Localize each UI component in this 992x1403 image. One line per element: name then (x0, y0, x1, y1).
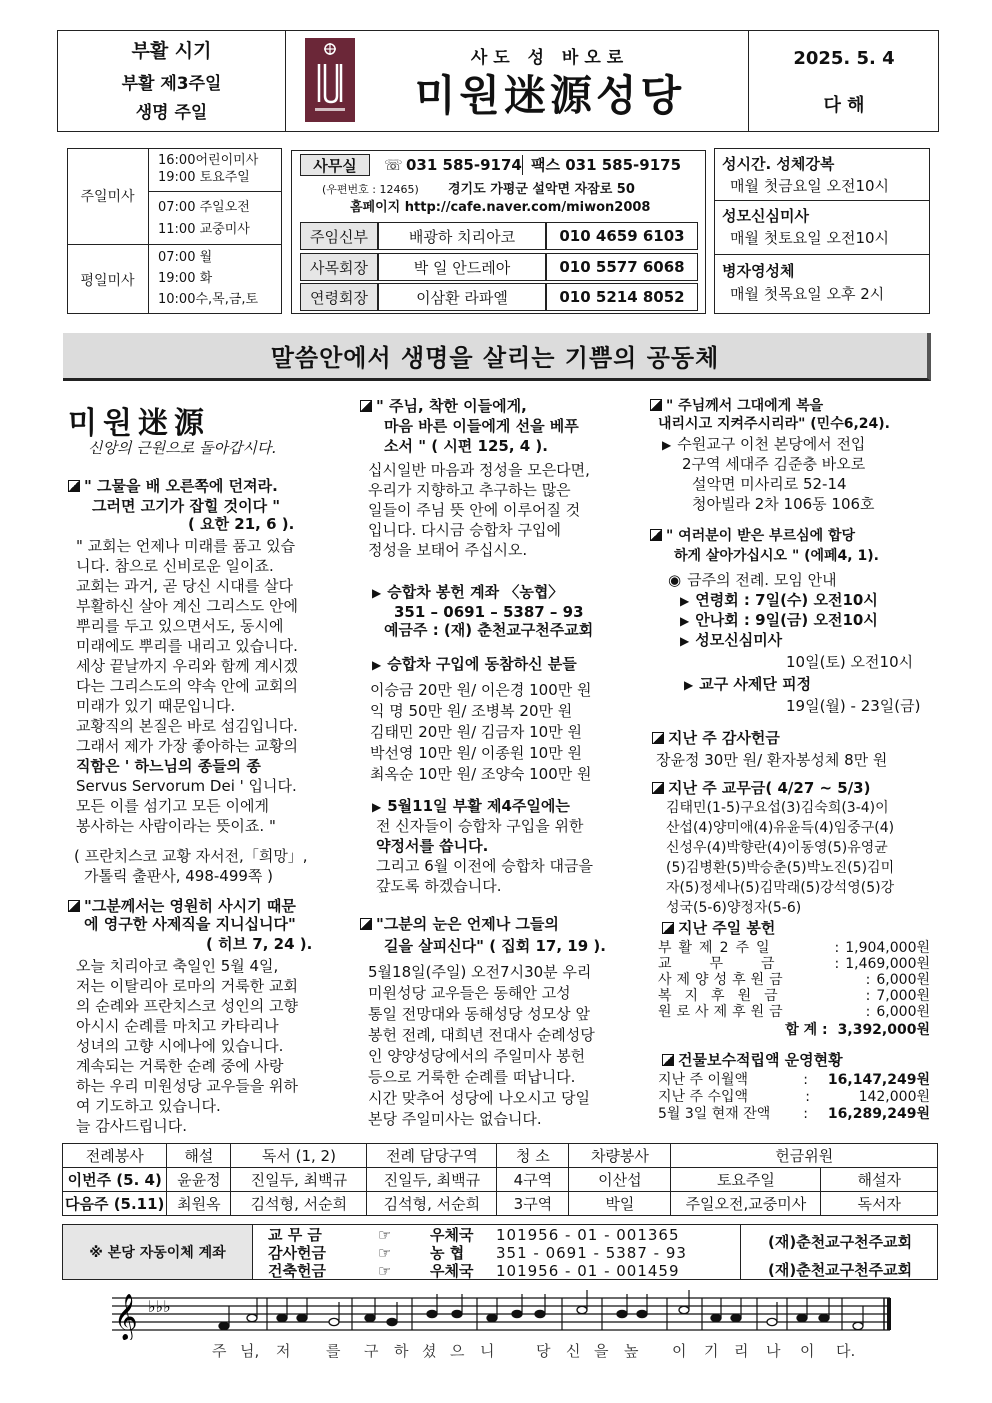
lyric-syllable: 를 (326, 1342, 341, 1360)
monthly-detail: 매월 첫토요일 오전10시 (730, 229, 890, 247)
note-head (387, 1318, 397, 1325)
offering-label: 사제양성후원금 (658, 972, 788, 988)
lyric-syllable: 저 (276, 1342, 291, 1360)
text-line: 등으로 거룩한 순례를 떠납니다. (368, 1068, 576, 1086)
offering-table (658, 940, 930, 1040)
weekday-mass-label: 평일미사 (80, 272, 135, 289)
text-line: 성녀의 고향 시에나에 있습니다. (76, 1037, 284, 1055)
note-head (577, 1306, 587, 1313)
text-line: 인 양양성당에서의 주일미사 봉헌 (368, 1047, 586, 1065)
table-cell: 김석형, 서순희 (231, 1192, 367, 1216)
text-line: 저는 이탈리아 로마의 거룩한 교회 (76, 977, 298, 995)
notice-item-date: 19일(월) - 23일(금) (786, 697, 921, 715)
weekday-mass-time: 10:00수,목,금,토 (158, 292, 259, 307)
source-citation: 가톨릭 출판사, 498-499쪽 ) (84, 867, 274, 885)
table-cell: 윤윤정 (167, 1168, 231, 1192)
section-title-line: 길을 살피신다" ( 집회 17, 19 ). (384, 937, 606, 955)
table-cell: 진일두, 최백규 (367, 1168, 497, 1192)
section-title-line: 소서 " ( 시편 125, 4 ). (384, 437, 548, 455)
transfer-account: 101956 - 01 - 001365 (496, 1226, 680, 1244)
text-line: 미래가 있기 때문입니다. (76, 697, 236, 715)
text-line: 여 기도하고 있습니다. (76, 1097, 221, 1115)
text-line: 십시일반 마음과 정성을 모은다면, (368, 461, 590, 479)
transfer-divider (740, 1224, 741, 1280)
text-line: 계속되는 거룩한 순례 중에 사랑 (76, 1057, 284, 1075)
section-title-line: ( 히브 7, 24 ). (206, 935, 313, 953)
contact-name: 이삼환 라파엘 (378, 283, 546, 311)
notice-item-date: 10일(토) 오전10시 (786, 653, 914, 671)
newcomer-line: 설악면 미사리로 52-14 (692, 475, 847, 493)
table-cell: 이산섭 (569, 1168, 671, 1192)
thanks-title: 지난 주 감사헌금 (652, 728, 780, 748)
contact-name: 박 일 안드레아 (378, 253, 546, 281)
section-title-line: 내리시고 지켜주시리라" (민수6,24). (658, 416, 890, 432)
note-head (767, 1318, 777, 1325)
text-line: 오늘 치리아코 축일인 5월 4일, (76, 957, 279, 975)
sunday-mass-time: 16:00어린이미사 (158, 153, 259, 168)
monthly-detail: 매월 첫목요일 오후 2시 (730, 285, 885, 303)
section-title: " 그물을 배 오른쪽에 던져라. (68, 476, 278, 496)
contact-role: 주임신부 (300, 222, 378, 250)
diamond-icon (650, 529, 662, 541)
bulletin-date: 2025. 5. 4 (793, 47, 895, 69)
sunday-theme: 생명 주일 (135, 102, 208, 123)
diamond-icon (650, 399, 662, 411)
office-fax: 팩스 031 585-9175 (522, 155, 681, 175)
music-staff (112, 1290, 912, 1340)
section-title-line: 그러면 고기가 잡힐 것이다 " (92, 497, 281, 515)
appeal-text (368, 460, 638, 560)
table-cell: 독서자 (821, 1192, 938, 1216)
fund-row (658, 1089, 930, 1106)
colon: : (803, 1072, 808, 1088)
lyric-syllable: 기 (704, 1342, 719, 1360)
parish-motto: 신앙의 근원으로 돌아갑시다. (88, 439, 277, 457)
offering-label: 복지후원금 (658, 988, 791, 1004)
mass-divider-h2 (148, 191, 282, 192)
source-citation: ( 프란치스코 교황 자서전,「희망」, (74, 847, 308, 865)
text-line: 교회는 과거, 곧 당신 시대를 살다 (76, 577, 293, 595)
section-title-line: ( 요한 21, 6 ). (188, 515, 295, 533)
offering-value: 1,904,000원 (845, 940, 930, 956)
office-address: 경기도 가평군 설악면 자잠로 50 (448, 182, 635, 197)
table-header: 헌금위원 (671, 1144, 938, 1168)
offering-row (658, 956, 930, 972)
colon: : (834, 956, 840, 972)
church-logo-mark (305, 38, 355, 122)
offering-total-label: 합 계 : (785, 1022, 828, 1038)
text-line: 성국(5-6)양정자(5-6) (666, 900, 802, 916)
note-head (731, 1314, 741, 1321)
donors-title: ▶ 승합차 구입에 동참하신 분들 (372, 654, 577, 675)
note-head (512, 1310, 522, 1317)
lyric-syllable: 신 (566, 1342, 581, 1360)
note-head (617, 1310, 627, 1317)
table-cell: 박일 (569, 1192, 671, 1216)
lyric-syllable: 이 (672, 1342, 687, 1360)
section-title-line: 에 영구한 사제직을 지니십니다" (84, 915, 296, 933)
office-label: 사무실 (300, 154, 370, 176)
contact-phone: 010 5214 8052 (546, 283, 698, 311)
section-title: " 주님께서 그대에게 복을 (650, 396, 823, 416)
text-line: 아시시 순례를 마치고 카타리나 (76, 1017, 279, 1035)
transfer-account: 101956 - 01 - 001459 (496, 1262, 680, 1280)
text-line: 우리가 지향하고 추구하는 많은 (368, 481, 571, 499)
diamond-icon (360, 918, 372, 930)
lyrics (200, 1340, 880, 1364)
notice-heading: ◉ 금주의 전례. 모임 안내 (668, 571, 837, 589)
text-line: 뿌리를 두고 있으면서도, 동시에 (76, 617, 284, 635)
ledger-title: 지난 주 교무금( 4/27 ~ 5/3) (652, 778, 870, 798)
lyric-syllable: 나 (766, 1342, 781, 1360)
note-head (711, 1314, 721, 1321)
text-line: 본당 주일미사는 없습니다. (368, 1110, 542, 1128)
weekday-mass-time: 07:00 월 (158, 250, 213, 265)
offering-row (658, 972, 930, 988)
table-cell: 최원옥 (167, 1192, 231, 1216)
homepage-link[interactable]: 홈페이지 http://cafe.naver.com/miwon2008 (350, 200, 651, 215)
pointing-hand-icon: ☞ (378, 1262, 392, 1280)
donor-line: 익 명 50만 원/ 조병복 20만 원 (370, 702, 573, 720)
table-header: 독서 (1, 2) (231, 1144, 367, 1168)
note-head (365, 1314, 375, 1321)
lyric-syllable: 이 (800, 1342, 815, 1360)
donor-line: 최옥순 10만 원/ 조양숙 100만 원 (370, 765, 592, 783)
text-line: 그래서 제가 가장 좋아하는 교황의 (76, 737, 298, 755)
sunday-mass-time: 11:00 교중미사 (158, 222, 250, 237)
liturgical-season: 부활 시기 (131, 39, 212, 62)
postal-code: (우편번호 : 12465) (322, 183, 419, 196)
transfer-kind: 건축헌금 (268, 1262, 326, 1280)
may11-title: ▶ 5월11일 부활 제4주일에는 (372, 796, 570, 817)
pilgrimage-text (368, 962, 638, 1130)
note-head (247, 1314, 257, 1321)
auto-transfer-label: ※ 본당 자동이체 계좌 (63, 1225, 253, 1279)
table-cell: 해설자 (821, 1168, 938, 1192)
church-subtitle: 사도 성 바오로 (470, 47, 630, 68)
text-line: 봉헌 전례, 대희년 전대사 순례성당 (368, 1026, 595, 1044)
offering-label: 원로사제후원금 (658, 1004, 788, 1020)
section-title-line: 마음 바른 이들에게 선을 베푸 (384, 417, 579, 435)
transfer-bank: 농 협 (430, 1244, 465, 1262)
text-line: (5)김병환(5)박승춘(5)박노진(5)김미 (666, 860, 895, 876)
text-line: 시간 맞추어 성당에 나오시고 당일 (368, 1089, 590, 1107)
text-line: 니다. 참으로 신비로운 일이죠. (76, 557, 274, 575)
note-head (535, 1310, 545, 1317)
text-line: 산섭(4)양미애(4)유윤득(4)임중구(4) (666, 820, 895, 836)
section-title-line: 하게 살아가십시오 " (에페4, 1). (674, 548, 879, 564)
sunday-mass-time: 07:00 주일오전 (158, 200, 250, 215)
treble-clef-icon: 𝄞 (114, 1294, 138, 1340)
liturgical-year: 다 해 (823, 95, 865, 116)
weekday-mass-time: 19:00 화 (158, 271, 213, 286)
transfer-kind: 감사헌금 (268, 1244, 326, 1262)
note-head (329, 1318, 339, 1325)
sunday-mass-label: 주일미사 (80, 189, 135, 205)
colon: : (865, 1004, 871, 1020)
table-cell: 진일두, 최백규 (231, 1168, 367, 1192)
fund-label: 5월 3일 현재 잔액 (658, 1106, 771, 1122)
lyric-syllable: 리 (734, 1342, 749, 1360)
motto-text: 말씀안에서 생명을 살리는 기쁨의 공동체 (270, 344, 720, 372)
fund-table (658, 1072, 930, 1123)
text-line: 통일 전망대와 동해성당 성모상 앞 (368, 1005, 590, 1023)
offering-row (658, 988, 930, 1004)
text-line: 의 순례와 프란치스코 성인의 고향 (76, 997, 298, 1015)
homily-text (76, 536, 348, 836)
notice-item: ▶ 안나회 : 9일(금) 오전10시 (680, 610, 878, 631)
diamond-icon (662, 922, 674, 934)
text-line: 하는 우리 미원성당 교우들을 위하 (76, 1077, 298, 1095)
contact-name: 배광하 치리아코 (378, 222, 546, 250)
text-line: 자(5)정세나(5)김막래(5)강석영(5)강 (666, 880, 895, 896)
text-line: 세상 끝날까지 우리와 함께 계시겠 (76, 657, 298, 675)
ledger-list (666, 798, 934, 918)
may11-text (376, 816, 638, 896)
table-header: 해설 (167, 1144, 231, 1168)
text-line: 약정서를 씁니다. (376, 837, 489, 855)
monthly-divider (714, 254, 930, 255)
table-cell: 토요주일 (671, 1168, 821, 1192)
church-name: 미원迷源성당 (414, 71, 686, 120)
monthly-title: 병자영성체 (722, 262, 795, 280)
lyric-syllable: 님, (240, 1342, 260, 1360)
text-line: 모든 이를 섬기고 모든 이에게 (76, 797, 269, 815)
offering-value: 6,000원 (876, 1004, 930, 1020)
fund-label: 지난 주 이월액 (658, 1072, 749, 1088)
offering-value: 1,469,000원 (845, 956, 930, 972)
transfer-account: 351 - 0691 - 5387 - 93 (496, 1244, 687, 1262)
note-head (853, 1322, 863, 1329)
lyric-syllable: 을 (594, 1342, 609, 1360)
offering-label: 교무금 (658, 956, 813, 972)
table-header: 청 소 (497, 1144, 569, 1168)
lyric-syllable: 셨 (422, 1342, 437, 1360)
contact-role: 사목회장 (300, 253, 378, 281)
table-cell: 4구역 (497, 1168, 569, 1192)
text-line: 다는 그리스도의 약속 안에 교회의 (76, 677, 298, 695)
colon: : (803, 1106, 808, 1122)
thanks-body: 장윤정 30만 원/ 환자봉성체 8만 원 (656, 751, 888, 769)
fund-value: 16,289,249원 (827, 1106, 930, 1122)
pastor-message (76, 956, 348, 1136)
text-line: 갚도록 하겠습니다. (376, 877, 502, 895)
table-cell: 3구역 (497, 1192, 569, 1216)
note-head (679, 1306, 689, 1313)
header-divider-left (285, 30, 286, 132)
donor-line: 박선영 10만 원/ 이종원 10만 원 (370, 744, 582, 762)
text-line: 그리고 6월 이전에 승합차 대금을 (376, 857, 593, 875)
fund-label: 지난 주 수입액 (658, 1089, 749, 1105)
lyric-syllable: 으 (450, 1342, 465, 1360)
diamond-icon (68, 480, 80, 492)
lyric-syllable: 당 (536, 1342, 551, 1360)
diamond-icon (652, 732, 664, 744)
offering-value: 6,000원 (876, 972, 930, 988)
text-line: 직함은 ' 하느님의 종들의 종 (76, 757, 261, 775)
pointing-hand-icon: ☞ (378, 1244, 392, 1262)
monthly-detail: 매월 첫금요일 오전10시 (730, 177, 890, 195)
newcomer-line: 2구역 세대주 김준충 바오로 (682, 455, 866, 473)
colon: : (834, 940, 840, 956)
text-line: Servus Servorum Dei ' 입니다. (76, 777, 297, 795)
monthly-title: 성모신심미사 (722, 207, 809, 225)
diamond-icon (68, 900, 80, 912)
table-row (63, 1168, 938, 1192)
offering-total: 3,392,000원 (837, 1022, 930, 1038)
motto-banner (63, 333, 931, 381)
text-line: 5월18일(주일) 오전7시30분 우리 (368, 963, 592, 981)
note-head (487, 1314, 497, 1321)
diamond-icon (360, 400, 372, 412)
note-head (277, 1314, 287, 1321)
text-line: 전 신자들이 승합차 구입을 위한 (376, 817, 584, 835)
parish-logo-title: 미원迷源 (68, 406, 210, 441)
transfer-bank: 우체국 (430, 1226, 474, 1244)
text-line: 정성을 보태어 주십시오. (368, 541, 528, 559)
transfer-bank: 우체국 (430, 1262, 474, 1280)
service-table (62, 1143, 938, 1216)
donors-list (370, 680, 638, 784)
service-header-row (63, 1144, 938, 1168)
offering-title: 지난 주일 봉헌 (662, 918, 775, 938)
table-cell: 주일오전,교중미사 (671, 1192, 821, 1216)
monthly-divider (714, 200, 930, 201)
diamond-icon (652, 782, 664, 794)
note-head (297, 1314, 307, 1321)
offering-total-row (658, 1020, 930, 1040)
transfer-holder: (재)춘천교구천주교회 (768, 1233, 913, 1251)
text-line: 미래에도 뿌리를 내리고 있습니다. (76, 637, 298, 655)
diamond-icon (662, 1054, 674, 1066)
notice-item: ▶ 교구 사제단 피정 (684, 674, 811, 695)
newcomer-line: 청아빌라 2차 106동 106호 (692, 495, 875, 513)
section-title: "그분께서는 영원히 사시기 때문 (68, 896, 296, 916)
donor-line: 김태민 20만 원/ 김금자 10만 원 (370, 723, 582, 741)
table-header: 차량봉사 (569, 1144, 671, 1168)
office-phone: 031 585-9174 (406, 156, 522, 174)
table-cell: 김석형, 서순희 (367, 1192, 497, 1216)
text-line: 부활하신 살아 계신 그리스도 안에 (76, 597, 298, 615)
text-line: 교황직의 본질은 바로 섬김입니다. (76, 717, 298, 735)
text-line: 김태민(1-5)구요섭(3)김숙희(3-4)이 (666, 800, 889, 816)
pointing-hand-icon: ☞ (378, 1226, 392, 1244)
table-header: 전례봉사 (63, 1144, 167, 1168)
transfer-kind: 교 무 금 (268, 1226, 322, 1244)
notice-item: ▶ 성모신심미사 (680, 630, 782, 651)
newcomer-line: ▶ 수원교구 이천 본당에서 전입 (662, 434, 865, 455)
lyric-syllable: 다. (836, 1342, 856, 1360)
fund-row (658, 1072, 930, 1089)
offering-row (658, 1004, 930, 1020)
phone-icon: ☏ (384, 156, 403, 174)
text-line: 일들이 주님 뜻 안에 이루어질 것 (368, 501, 581, 519)
flat-icon: ♭♭♭ (148, 1297, 171, 1316)
sunday-mass-time: 19:00 토요주일 (158, 170, 250, 185)
section-title: " 주님, 착한 이들에게, (360, 396, 527, 416)
transfer-holder: (재)춘천교구천주교회 (768, 1261, 913, 1279)
offering-label: 부활제2주일 (658, 940, 777, 956)
note-head (637, 1310, 647, 1317)
lyric-syllable: 높 (624, 1342, 639, 1360)
colon: : (805, 1089, 810, 1105)
lyric-syllable: 구 (364, 1342, 379, 1360)
note-head (219, 1322, 229, 1329)
liturgical-sunday: 부활 제3주일 (121, 73, 222, 94)
text-line: 입니다. 다시금 승합차 구입에 (368, 521, 561, 539)
section-title: " 여러분이 받은 부르심에 합당 (650, 526, 855, 546)
notice-item: ▶ 연령회 : 7일(수) 오전10시 (680, 590, 878, 611)
monthly-title: 성시간. 성체강복 (722, 155, 835, 173)
text-line: 신성우(4)박향란(4)이동영(5)유영균 (666, 840, 888, 856)
note-head (427, 1310, 437, 1317)
contact-role: 연령회장 (300, 283, 378, 311)
text-line: 봉사하는 사람이라는 뜻이죠. " (76, 817, 276, 835)
section-title: "그분의 눈은 언제나 그들의 (360, 914, 559, 934)
offering-value: 7,000원 (876, 988, 930, 1004)
vehicle-account-holder: 예금주 : (재) 춘천교구천주교회 (384, 621, 594, 639)
donor-line: 이승금 20만 원/ 이은경 100만 원 (370, 681, 592, 699)
colon: : (865, 972, 871, 988)
text-line: 늘 감사드립니다. (76, 1117, 187, 1135)
text-line: " 교회는 언제나 미래를 품고 있습 (76, 537, 296, 555)
lyric-syllable: 주 (212, 1342, 227, 1360)
mass-divider-v (148, 148, 149, 314)
contact-phone: 010 5577 6068 (546, 253, 698, 281)
fund-row (658, 1106, 930, 1123)
text-line: 미원성당 교우들은 동해안 고성 (368, 984, 571, 1002)
table-cell: 다음주 (5.11) (63, 1192, 167, 1216)
colon: : (865, 988, 871, 1004)
vehicle-account-number: 351 – 0691 – 5387 – 93 (394, 603, 584, 621)
vehicle-account-title: ▶ 승합차 봉헌 계좌 〈농협〉 (372, 582, 563, 603)
contact-phone: 010 4659 6103 (546, 222, 698, 250)
notes (219, 1290, 863, 1330)
fund-value: 16,147,249원 (827, 1072, 930, 1088)
table-row (63, 1192, 938, 1216)
bullet-icon: ◉ (668, 571, 682, 589)
church-logo (305, 38, 355, 122)
note-head (819, 1314, 829, 1321)
lyric-syllable: 하 (394, 1342, 409, 1360)
offering-row (658, 940, 930, 956)
note-head (797, 1314, 807, 1321)
table-cell: 이번주 (5. 4) (63, 1168, 167, 1192)
fund-value: 142,000원 (858, 1089, 930, 1105)
fund-title: 건물보수적립액 운영현황 (662, 1050, 843, 1070)
table-header: 전례 담당구역 (367, 1144, 497, 1168)
note-head (452, 1310, 462, 1317)
lyric-syllable: 니 (480, 1342, 495, 1360)
